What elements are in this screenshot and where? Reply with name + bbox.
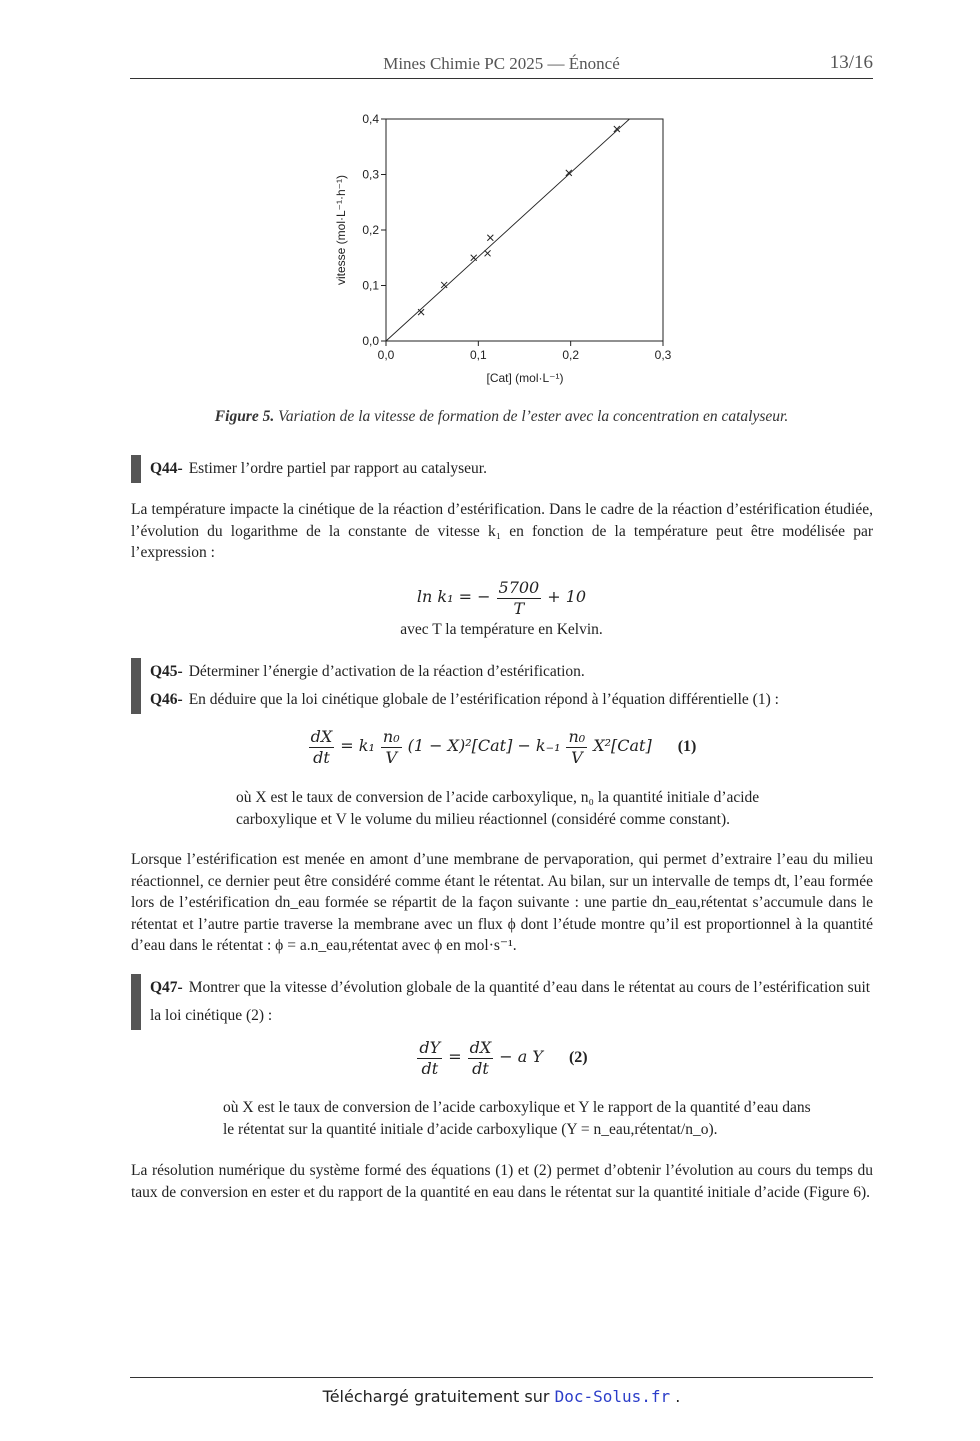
data-point [471, 255, 477, 261]
q47-number: Q47- [150, 979, 183, 996]
data-points [418, 126, 620, 315]
eq-ln-num: 5700 [498, 578, 540, 597]
eq-ln-fraction [497, 578, 542, 619]
figure-5-chart [320, 100, 700, 400]
eq1-label: (1) [677, 738, 697, 756]
eq1-lhs-num: dX [310, 727, 333, 746]
data-point [418, 309, 424, 315]
figure-label: Figure 5. [214, 408, 275, 425]
data-point [441, 282, 447, 288]
equation-ln-note: avec T la température en Kelvin. [400, 621, 603, 638]
q44-number: Q44- [150, 460, 183, 477]
chart-svg [320, 100, 700, 400]
x-tick-label: 0,2 [562, 348, 580, 362]
y-tick-label: 0,1 [362, 278, 379, 293]
y-tick-label: 0,4 [362, 112, 379, 126]
figure-caption-text: Variation de la vitesse de formation de l’ester avec la concentration en catalyseur. [274, 408, 789, 425]
eq2-tail: − a Y [499, 1047, 543, 1067]
x-axis-label: [Cat] (mol·L⁻¹) [486, 371, 564, 385]
question-q47 [131, 974, 874, 1030]
equation-ln-k1 [130, 578, 873, 619]
eq-ln-rhs: + 10 [547, 587, 587, 607]
eq2-equals: = [448, 1047, 462, 1067]
eq1-n0-over-v-b [566, 727, 587, 768]
eq1-n0-b: n₀ [568, 727, 586, 746]
footer-divider [130, 1377, 873, 1378]
questions-q45-q46 [131, 658, 874, 714]
eq2-b-num: dX [469, 1038, 492, 1057]
equation-1 [130, 727, 873, 768]
equation-2-note: où X est le taux de conversion de l’acide carboxylique et Y le rapport de la quantité d’eau dans le rétentat sur la quantité initiale d’acide carboxylique (Y = n_eau,rétentat/n_o). [223, 1099, 811, 1138]
equation-1-note: où X est le taux de conversion de l’acide carboxylique, n₀ la quantité initiale d’acide carboxylique et V le volume du milieu réactionnel (considéré comme constant). [236, 789, 760, 828]
q46-number: Q46- [150, 691, 183, 708]
paragraph-resolution: La résolution numérique du système formé des équations (1) et (2) permet d’obtenir l’évolution au cours du temps du taux de conversion en ester et du rapport de la quantité en eau dans le rétentat sur la quantité initiale d’acide (Figure 6). [131, 1162, 873, 1201]
eq1-v-b: V [571, 748, 583, 767]
page-header [130, 52, 873, 79]
header-title: Mines Chimie PC 2025 — Énoncé [383, 54, 620, 73]
x-axis-ticks [378, 341, 672, 362]
eq1-term1: = k₁ [340, 736, 375, 756]
x-tick-label: 0,1 [469, 348, 487, 362]
question-q46 [150, 686, 874, 714]
footer-text: Téléchargé gratuitement sur [322, 1387, 555, 1406]
eq2-a-num: dY [419, 1038, 441, 1057]
paragraph-temperature: La température impacte la cinétique de la réaction d’estérification. Dans le cadre de la réaction d’estérification étudiée, l’évolution du logarithme de la constante de vitesse k₁ en fonction de la température peut être modélisée par l’expression : [131, 501, 873, 561]
eq1-n0-a: n₀ [382, 727, 400, 746]
eq1-n0-over-v-a [381, 727, 402, 768]
footer-end: . [670, 1387, 681, 1406]
paragraph-pervaporation: Lorsque l’estérification est menée en amont d’une membrane de pervaporation, qui permet d’extraire l’eau du milieu réactionnel, ce dernier peut être considéré comme étant le rétentat. Au bilan, sur un intervalle de temps dt, l’eau formée lors de l’estérification dn_eau formée se répartit de la façon suivante : une partie dn_eau,rétentat s’accumule dans le rétentat et l’autre partie traverse la membrane avec un flux ϕ dont l’étude montre qu’il est proportionnel à la quantité d’eau dans le rétentat : ϕ = a.n_eau,rétentat avec ϕ en mol·s⁻¹. [131, 851, 873, 954]
x-tick-label: 0,3 [654, 348, 672, 362]
eq2-b-den: dt [472, 1059, 489, 1078]
eq2-a-den: dt [421, 1059, 439, 1078]
eq1-lhs-den: dt [313, 748, 330, 767]
q47-text: Montrer que la vitesse d’évolution globale de la quantité d’eau dans le rétentat au cours de l’estérification suit la loi cinétique (2) : [150, 979, 871, 1024]
eq-ln-den: T [513, 599, 525, 618]
data-point [485, 250, 491, 256]
eq-ln-lhs: ln k₁ = − [416, 587, 491, 607]
eq2-dxdt [468, 1038, 494, 1079]
plot-frame [386, 119, 663, 341]
q44-text: Estimer l’ordre partiel par rapport au catalyseur. [188, 460, 487, 477]
q46-text: En déduire que la loi cinétique globale de l’estérification répond à l’équation différentielle (1) : [188, 691, 779, 708]
q45-text: Déterminer l’énergie d’activation de la réaction d’estérification. [188, 663, 585, 680]
y-tick-label: 0,3 [362, 167, 379, 182]
y-tick-label: 0,2 [362, 223, 379, 237]
page-footer [130, 1387, 873, 1406]
y-tick-label: 0,0 [362, 334, 379, 348]
x-tick-label: 0,0 [377, 348, 395, 362]
figure-caption [130, 408, 873, 426]
y-axis-ticks [362, 112, 386, 348]
question-q45 [150, 658, 874, 686]
eq1-term2: (1 − X)²[Cat] − k₋₁ [407, 736, 561, 756]
q45-number: Q45- [150, 663, 183, 680]
footer-link[interactable]: Doc-Solus.fr [554, 1387, 671, 1406]
equation-2 [130, 1038, 873, 1079]
eq1-dxdt [309, 727, 335, 768]
eq1-term3: X²[Cat] [593, 736, 652, 756]
eq2-label: (2) [568, 1049, 588, 1067]
question-q44 [131, 455, 874, 483]
y-axis-label: vitesse (mol·L⁻¹·h⁻¹) [334, 174, 348, 286]
data-point [487, 235, 493, 241]
page-number: 13/16 [829, 52, 873, 73]
fit-line [386, 119, 630, 341]
eq2-dydt [417, 1038, 442, 1079]
eq1-v-a: V [385, 748, 398, 767]
